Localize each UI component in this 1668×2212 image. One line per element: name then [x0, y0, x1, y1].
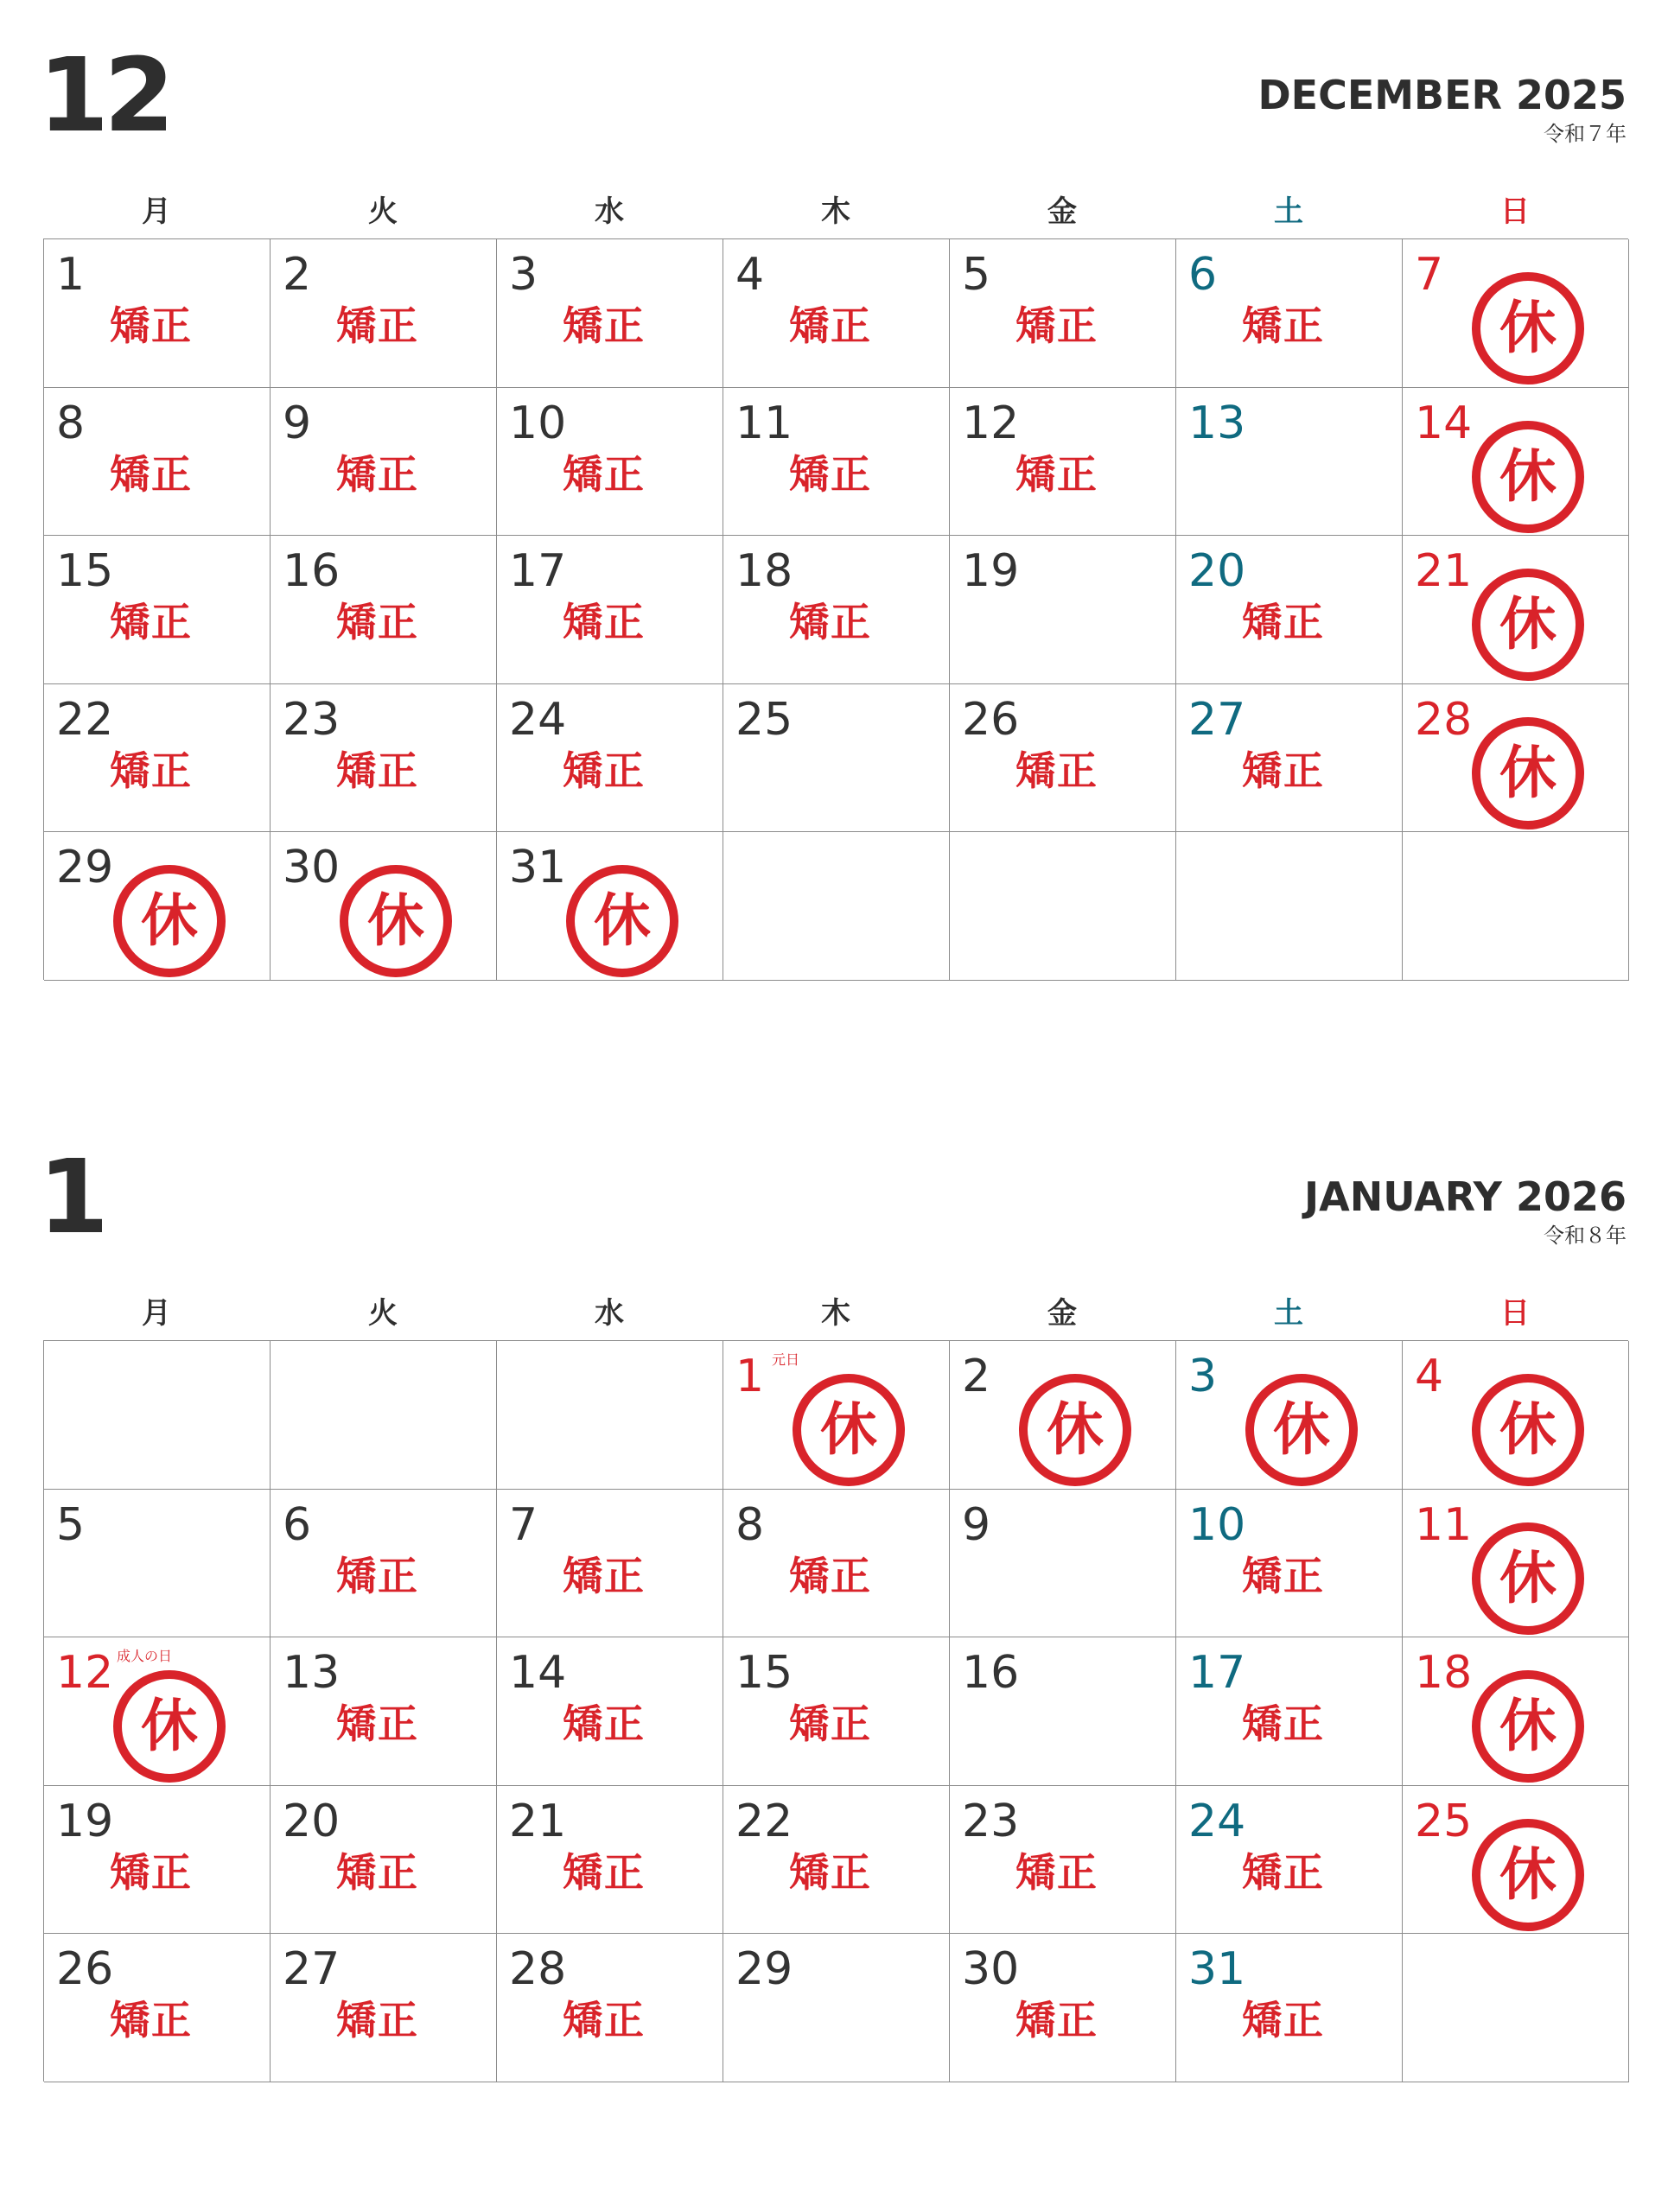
calendar-grid	[43, 1340, 1628, 2082]
day-number: 19	[962, 545, 1020, 598]
day-number: 18	[1415, 1647, 1473, 1700]
treatment-label: 矯正	[563, 599, 646, 646]
day-cell	[44, 684, 271, 833]
day-cell	[1176, 536, 1403, 684]
day-cell	[1176, 832, 1403, 981]
day-cell	[1176, 1934, 1403, 2082]
day-cell	[271, 1637, 497, 1786]
day-cell	[1403, 832, 1629, 981]
day-number: 14	[509, 1647, 567, 1700]
day-cell	[723, 239, 950, 388]
treatment-label: 矯正	[110, 302, 193, 349]
day-cell	[723, 1786, 950, 1935]
day-cell	[723, 536, 950, 684]
day-cell	[271, 536, 497, 684]
month-era-label: 令和８年	[1544, 1224, 1627, 1248]
treatment-label: 矯正	[1015, 1997, 1098, 2044]
day-number: 7	[509, 1498, 538, 1551]
day-cell	[950, 1341, 1176, 1490]
treatment-label: 矯正	[1242, 302, 1325, 349]
day-cell	[497, 536, 723, 684]
day-cell	[723, 684, 950, 833]
treatment-label: 矯正	[1015, 1848, 1098, 1896]
day-cell	[271, 832, 497, 981]
day-cell	[950, 1637, 1176, 1786]
closed-stamp-icon: 休	[1472, 272, 1584, 385]
treatment-label: 矯正	[563, 450, 646, 498]
treatment-label: 矯正	[563, 747, 646, 794]
treatment-label: 矯正	[1242, 1848, 1325, 1896]
day-cell	[1403, 1341, 1629, 1490]
weekday-label: 月	[142, 1296, 171, 1331]
day-number: 31	[509, 842, 567, 894]
day-cell	[1403, 684, 1629, 833]
treatment-label: 矯正	[336, 599, 419, 646]
day-number: 26	[56, 1943, 114, 1996]
weekday-label: 金	[1047, 194, 1077, 229]
weekday-label: 水	[595, 1296, 624, 1331]
treatment-label: 矯正	[336, 450, 419, 498]
day-cell	[950, 832, 1176, 981]
day-number: 23	[962, 1795, 1020, 1847]
treatment-label: 矯正	[1015, 450, 1098, 498]
closed-stamp-icon: 休	[1019, 1374, 1131, 1486]
closed-stamp-icon: 休	[1472, 569, 1584, 681]
day-number: 6	[283, 1498, 312, 1551]
treatment-label: 矯正	[789, 450, 872, 498]
day-number: 8	[735, 1498, 765, 1551]
weekday-label: 日	[1500, 1296, 1530, 1331]
day-cell	[950, 536, 1176, 684]
day-cell	[44, 1341, 271, 1490]
closed-stamp-icon: 休	[1472, 1819, 1584, 1931]
day-number: 18	[735, 545, 793, 598]
day-number: 29	[56, 842, 114, 894]
day-cell	[44, 239, 271, 388]
day-cell	[950, 239, 1176, 388]
treatment-label: 矯正	[789, 599, 872, 646]
day-cell	[1176, 684, 1403, 833]
day-cell	[723, 1637, 950, 1786]
day-cell	[1403, 388, 1629, 537]
treatment-label: 矯正	[563, 1997, 646, 2044]
day-cell	[271, 239, 497, 388]
day-cell	[1403, 239, 1629, 388]
month-english-title: JANUARY 2026	[1303, 1173, 1627, 1220]
treatment-label: 矯正	[1242, 1700, 1325, 1748]
day-number: 1	[56, 249, 86, 301]
day-number: 31	[1188, 1943, 1246, 1996]
day-number: 21	[509, 1795, 567, 1847]
day-cell	[723, 1490, 950, 1638]
day-cell	[1403, 1637, 1629, 1786]
month-english-title: DECEMBER 2025	[1257, 72, 1627, 118]
weekday-label: 水	[595, 194, 624, 229]
day-cell	[1176, 1786, 1403, 1935]
day-cell	[271, 1934, 497, 2082]
day-number: 15	[56, 545, 114, 598]
day-number: 14	[1415, 397, 1473, 449]
day-cell	[44, 536, 271, 684]
day-cell	[497, 832, 723, 981]
treatment-label: 矯正	[1242, 1997, 1325, 2044]
day-number: 25	[1415, 1795, 1473, 1847]
day-number: 9	[283, 397, 312, 449]
treatment-label: 矯正	[789, 1552, 872, 1599]
treatment-label: 矯正	[789, 1700, 872, 1748]
day-number: 20	[1188, 545, 1246, 598]
weekday-label: 日	[1500, 194, 1530, 229]
day-cell	[497, 1786, 723, 1935]
day-cell	[1176, 388, 1403, 537]
closed-stamp-icon: 休	[566, 865, 678, 977]
closed-stamp-icon: 休	[1472, 421, 1584, 533]
day-number: 15	[735, 1647, 793, 1700]
weekday-label: 金	[1047, 1296, 1077, 1331]
day-cell	[497, 1490, 723, 1638]
treatment-label: 矯正	[563, 302, 646, 349]
day-number: 3	[509, 249, 538, 301]
day-number: 30	[283, 842, 341, 894]
day-cell	[497, 684, 723, 833]
day-number: 17	[509, 545, 567, 598]
day-cell	[950, 684, 1176, 833]
day-cell	[1176, 1341, 1403, 1490]
day-number: 2	[283, 249, 312, 301]
day-number: 12	[56, 1647, 114, 1700]
day-cell	[497, 239, 723, 388]
day-number: 17	[1188, 1647, 1246, 1700]
day-cell	[44, 1934, 271, 2082]
day-cell	[1176, 1637, 1403, 1786]
weekday-header	[43, 1292, 1628, 1335]
treatment-label: 矯正	[563, 1848, 646, 1896]
weekday-label: 土	[1274, 194, 1303, 229]
day-number: 23	[283, 693, 341, 746]
treatment-label: 矯正	[110, 450, 193, 498]
day-cell	[44, 1637, 271, 1786]
day-number: 13	[1188, 397, 1246, 449]
treatment-label: 矯正	[1242, 599, 1325, 646]
day-number: 16	[962, 1647, 1020, 1700]
calendar-grid	[43, 238, 1628, 980]
month-number: 1	[38, 1137, 105, 1256]
month-era-label: 令和７年	[1544, 122, 1627, 146]
day-number: 1	[735, 1351, 765, 1402]
closed-stamp-icon: 休	[113, 865, 226, 977]
day-cell	[723, 388, 950, 537]
day-number: 7	[1415, 249, 1444, 301]
closed-stamp-icon: 休	[113, 1670, 226, 1783]
day-cell	[723, 832, 950, 981]
day-number: 2	[962, 1351, 991, 1402]
day-number: 5	[56, 1498, 86, 1551]
day-number: 16	[283, 545, 341, 598]
day-number: 4	[1415, 1351, 1444, 1402]
treatment-label: 矯正	[336, 302, 419, 349]
day-cell	[271, 1341, 497, 1490]
day-number: 5	[962, 249, 991, 301]
day-cell	[44, 1490, 271, 1638]
day-number: 3	[1188, 1351, 1218, 1402]
day-number: 28	[1415, 693, 1473, 746]
weekday-label: 月	[142, 194, 171, 229]
day-cell	[271, 684, 497, 833]
day-number: 10	[1188, 1498, 1246, 1551]
day-number: 27	[283, 1943, 341, 1996]
day-cell	[1403, 1490, 1629, 1638]
treatment-label: 矯正	[1242, 1552, 1325, 1599]
treatment-label: 矯正	[789, 302, 872, 349]
day-cell	[497, 1637, 723, 1786]
treatment-label: 矯正	[336, 1848, 419, 1896]
day-cell	[44, 388, 271, 537]
day-number: 9	[962, 1498, 991, 1551]
day-number: 24	[1188, 1795, 1246, 1847]
day-cell	[497, 1341, 723, 1490]
day-number: 21	[1415, 545, 1473, 598]
day-cell	[1403, 536, 1629, 684]
weekday-label: 土	[1274, 1296, 1303, 1331]
treatment-label: 矯正	[336, 747, 419, 794]
day-cell	[950, 388, 1176, 537]
day-number: 19	[56, 1795, 114, 1847]
treatment-label: 矯正	[110, 1848, 193, 1896]
closed-stamp-icon: 休	[1245, 1374, 1358, 1486]
day-cell	[950, 1490, 1176, 1638]
day-cell	[271, 1490, 497, 1638]
day-number: 24	[509, 693, 567, 746]
day-cell	[1403, 1934, 1629, 2082]
closed-stamp-icon: 休	[793, 1374, 905, 1486]
day-number: 22	[56, 693, 114, 746]
day-number: 20	[283, 1795, 341, 1847]
treatment-label: 矯正	[563, 1552, 646, 1599]
closed-stamp-icon: 休	[1472, 1522, 1584, 1635]
treatment-label: 矯正	[789, 1848, 872, 1896]
day-cell	[950, 1786, 1176, 1935]
weekday-label: 火	[368, 1296, 398, 1331]
day-number: 30	[962, 1943, 1020, 1996]
treatment-label: 矯正	[110, 599, 193, 646]
closed-stamp-icon: 休	[340, 865, 452, 977]
day-cell	[1403, 1786, 1629, 1935]
day-cell	[950, 1934, 1176, 2082]
day-number: 8	[56, 397, 86, 449]
day-number: 22	[735, 1795, 793, 1847]
day-cell	[44, 832, 271, 981]
day-cell	[271, 388, 497, 537]
treatment-label: 矯正	[1015, 302, 1098, 349]
day-number: 11	[1415, 1498, 1473, 1551]
day-number: 13	[283, 1647, 341, 1700]
holiday-name: 成人の日	[117, 1648, 173, 1665]
day-cell	[497, 388, 723, 537]
day-number: 25	[735, 693, 793, 746]
treatment-label: 矯正	[1242, 747, 1325, 794]
holiday-name: 元日	[772, 1351, 800, 1368]
day-cell	[723, 1934, 950, 2082]
treatment-label: 矯正	[1015, 747, 1098, 794]
closed-stamp-icon: 休	[1472, 1670, 1584, 1783]
treatment-label: 矯正	[336, 1700, 419, 1748]
day-number: 6	[1188, 249, 1218, 301]
weekday-label: 火	[368, 194, 398, 229]
weekday-header	[43, 190, 1628, 233]
day-cell	[497, 1934, 723, 2082]
month-number: 12	[38, 35, 170, 155]
day-number: 26	[962, 693, 1020, 746]
day-number: 28	[509, 1943, 567, 1996]
day-cell	[1176, 239, 1403, 388]
day-cell	[723, 1341, 950, 1490]
day-number: 29	[735, 1943, 793, 1996]
weekday-label: 木	[821, 194, 850, 229]
closed-stamp-icon: 休	[1472, 717, 1584, 830]
treatment-label: 矯正	[110, 1997, 193, 2044]
day-cell	[271, 1786, 497, 1935]
day-number: 10	[509, 397, 567, 449]
day-cell	[44, 1786, 271, 1935]
day-number: 11	[735, 397, 793, 449]
day-cell	[1176, 1490, 1403, 1638]
treatment-label: 矯正	[336, 1552, 419, 1599]
day-number: 27	[1188, 693, 1246, 746]
treatment-label: 矯正	[110, 747, 193, 794]
day-number: 12	[962, 397, 1020, 449]
weekday-label: 木	[821, 1296, 850, 1331]
closed-stamp-icon: 休	[1472, 1374, 1584, 1486]
day-number: 4	[735, 249, 765, 301]
treatment-label: 矯正	[336, 1997, 419, 2044]
treatment-label: 矯正	[563, 1700, 646, 1748]
